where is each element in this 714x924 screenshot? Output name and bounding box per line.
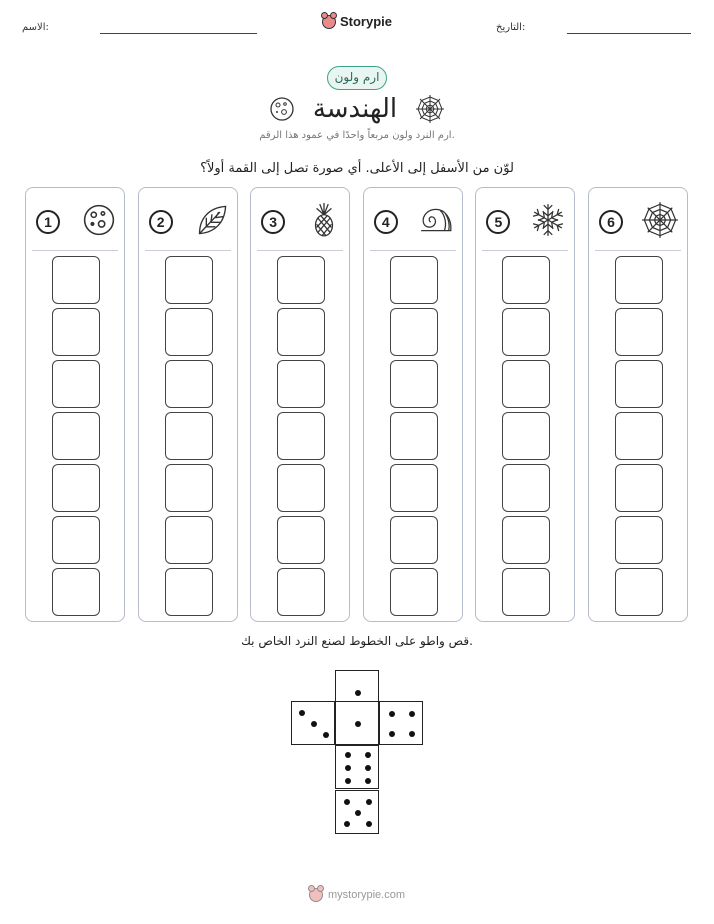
dice-pip xyxy=(345,752,351,758)
color-square[interactable] xyxy=(390,256,438,304)
dice-pip xyxy=(344,821,350,827)
column-4 xyxy=(363,187,463,622)
color-square[interactable] xyxy=(390,308,438,356)
column-divider xyxy=(145,250,231,251)
dice-face xyxy=(335,790,379,834)
column-5 xyxy=(475,187,575,622)
brand-logo xyxy=(0,14,714,29)
footer-url[interactable]: mystorypie.com xyxy=(327,889,406,901)
dice-face xyxy=(379,701,423,745)
dice-pip xyxy=(355,690,361,696)
color-square[interactable] xyxy=(615,308,663,356)
color-square[interactable] xyxy=(502,256,550,304)
column-number: 1 xyxy=(36,210,60,234)
column-divider xyxy=(370,250,456,251)
dice-face xyxy=(335,701,379,745)
dice-pip xyxy=(311,721,317,727)
dice-pip xyxy=(365,778,371,784)
pineapple-icon xyxy=(307,202,341,242)
dice-pip xyxy=(389,711,395,717)
dice-pip xyxy=(323,732,329,738)
brand-name: Storypie xyxy=(339,14,392,29)
date-label: التاريخ: xyxy=(496,22,526,33)
column-number: 4 xyxy=(374,210,398,234)
column-6 xyxy=(588,187,688,622)
spiderweb-icon xyxy=(415,94,445,124)
column-divider xyxy=(32,250,118,251)
shell-icon xyxy=(418,205,454,239)
cut-instruction: قص واطو على الخطوط لصنع النرد الخاص بك. xyxy=(241,634,473,648)
color-square[interactable] xyxy=(277,412,325,460)
color-square[interactable] xyxy=(390,568,438,616)
color-square[interactable] xyxy=(52,256,100,304)
color-square[interactable] xyxy=(390,464,438,512)
footer xyxy=(0,888,714,902)
color-square[interactable] xyxy=(165,568,213,616)
color-square[interactable] xyxy=(165,412,213,460)
color-square[interactable] xyxy=(502,360,550,408)
color-square[interactable] xyxy=(277,308,325,356)
dice-pip xyxy=(409,711,415,717)
dice-pip xyxy=(355,721,361,727)
color-square[interactable] xyxy=(502,464,550,512)
color-square[interactable] xyxy=(277,464,325,512)
color-square[interactable] xyxy=(390,360,438,408)
color-square[interactable] xyxy=(615,516,663,564)
dice-pip xyxy=(345,765,351,771)
column-header xyxy=(374,204,454,240)
dice-pip xyxy=(365,752,371,758)
color-square[interactable] xyxy=(615,360,663,408)
column-number: 3 xyxy=(261,210,285,234)
color-square[interactable] xyxy=(165,516,213,564)
column-number: 6 xyxy=(599,210,623,234)
color-square[interactable] xyxy=(52,412,100,460)
bear-logo-icon xyxy=(322,15,336,29)
color-square[interactable] xyxy=(165,256,213,304)
color-square[interactable] xyxy=(390,516,438,564)
color-square[interactable] xyxy=(615,412,663,460)
column-2 xyxy=(138,187,238,622)
dice-pip xyxy=(355,810,361,816)
title-row xyxy=(0,94,714,124)
page-title: الهندسة xyxy=(312,94,398,124)
name-line[interactable] xyxy=(100,33,257,34)
color-square[interactable] xyxy=(390,412,438,460)
column-divider xyxy=(482,250,568,251)
color-square[interactable] xyxy=(52,464,100,512)
snowflake-icon xyxy=(530,202,566,242)
color-square[interactable] xyxy=(615,464,663,512)
color-square[interactable] xyxy=(52,360,100,408)
column-number: 2 xyxy=(149,210,173,234)
color-square[interactable] xyxy=(165,464,213,512)
color-square[interactable] xyxy=(502,516,550,564)
color-square[interactable] xyxy=(52,516,100,564)
dice-pip xyxy=(345,778,351,784)
dice-face xyxy=(291,701,335,745)
dice-pip xyxy=(366,799,372,805)
leaf-icon xyxy=(195,203,229,241)
moon-icon xyxy=(269,96,295,122)
color-square[interactable] xyxy=(502,308,550,356)
color-square[interactable] xyxy=(165,360,213,408)
color-square[interactable] xyxy=(615,568,663,616)
name-label: الاسم: xyxy=(22,22,49,33)
column-divider xyxy=(595,250,681,251)
column-3 xyxy=(250,187,350,622)
spiderweb-icon xyxy=(641,201,679,243)
dice-face xyxy=(335,745,379,789)
activity-badge: ارم ولون xyxy=(327,66,387,90)
dice-pip xyxy=(366,821,372,827)
dice-pip xyxy=(299,710,305,716)
dice-pip xyxy=(389,731,395,737)
bear-logo-icon xyxy=(309,888,323,902)
color-square[interactable] xyxy=(502,568,550,616)
dice-pip xyxy=(409,731,415,737)
color-square[interactable] xyxy=(52,308,100,356)
color-square[interactable] xyxy=(52,568,100,616)
color-square[interactable] xyxy=(277,360,325,408)
column-1 xyxy=(25,187,125,622)
color-square[interactable] xyxy=(502,412,550,460)
date-line[interactable] xyxy=(567,33,691,34)
column-divider xyxy=(257,250,343,251)
moon-icon xyxy=(82,203,116,241)
color-square[interactable] xyxy=(165,308,213,356)
subtitle: ارم النرد ولون مربعاً واحدًا في عمود هذا الرقم. xyxy=(259,130,455,141)
column-header xyxy=(149,204,229,240)
column-header xyxy=(599,204,679,240)
instruction: لوّن من الأسفل إلى الأعلى. أي صورة تصل إلى القمة أولاً؟ xyxy=(200,161,514,176)
dice-pip xyxy=(365,765,371,771)
column-header xyxy=(261,204,341,240)
color-square[interactable] xyxy=(277,516,325,564)
column-number: 5 xyxy=(486,210,510,234)
column-header xyxy=(486,204,566,240)
color-square[interactable] xyxy=(277,568,325,616)
column-header xyxy=(36,204,116,240)
color-square[interactable] xyxy=(277,256,325,304)
dice-pip xyxy=(344,799,350,805)
color-square[interactable] xyxy=(615,256,663,304)
